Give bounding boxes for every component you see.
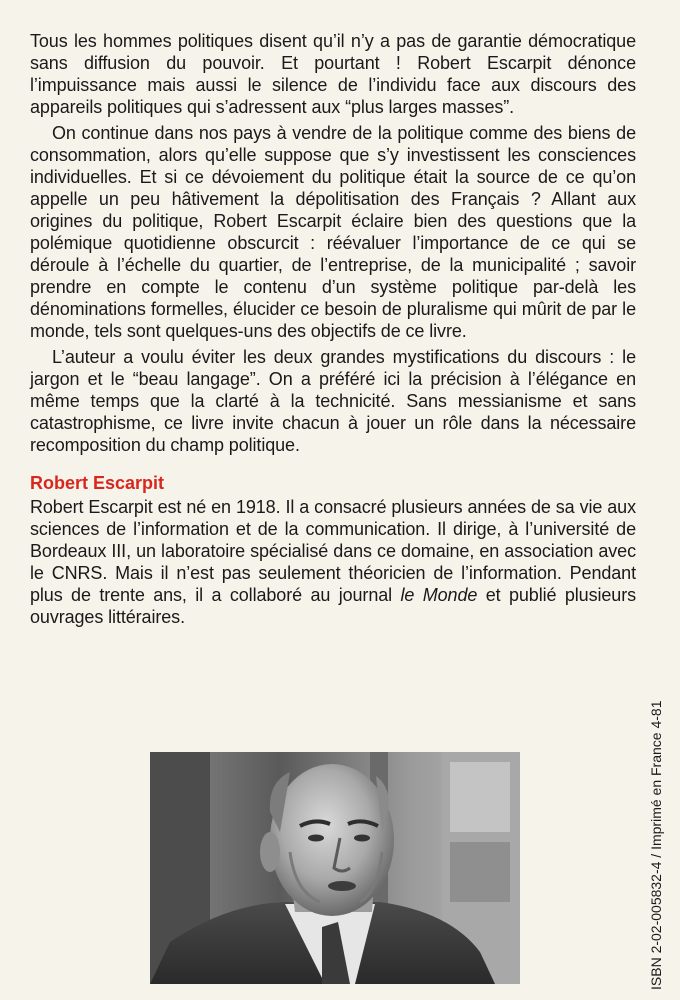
newspaper-title: le Monde (400, 585, 478, 605)
isbn-print-info: ISBN 2-02-005832-4 / Imprimé en France 4-81 (648, 700, 664, 990)
author-bio (30, 496, 636, 628)
author-heading: Robert Escarpit (30, 473, 165, 493)
paragraph-1: Tous les hommes politiques disent qu’il n’y a pas de garantie démocratique sans diffusion du pouvoir. Et pourtant ! Robert Escarpit dénonce l’impuissance mais aussi le silence de l’individu face aux discours des appareils politiques qui s’adressent aux “plus larges masses”. (30, 31, 636, 117)
paragraph-3: L’auteur a voulu éviter les deux grandes mystifications du discours : le jargon et le “beau langage”. On a préféré ici la précision à l’élégance en même temps que la clarté à la technicité. Sans messianisme et sans catastrophisme, ce livre invite chacun à jouer un rôle dans la nécessaire recomposition du champ politique. (30, 347, 636, 455)
blurb-text (30, 30, 636, 628)
author-bio-ending: et publié plusieurs ouvrages littéraires. (30, 585, 636, 627)
author-bio-text: Robert Escarpit est né en 1918. Il a consacré plusieurs années de sa vie aux sciences de l’information et de la communication. Il dirige, à l’université de Bordeaux III, un laboratoire spécialisé dans ce domaine, en association avec le CNRS. Mais il n’est pas seulement théoricien de l’information. Pendant plus de trente ans, il a collaboré au journal (30, 497, 636, 605)
author-photo (150, 752, 520, 984)
author-portrait-image (150, 752, 520, 984)
paragraph-2: On continue dans nos pays à vendre de la politique comme des biens de consommation, alors qu’elle suppose que s’y investissent les consciences individuelles. Et si ce dévoiement du politique était la source de ce qu’on appelle un peu hâtivement la dépolitisation des Français ? Allant aux origines du politique, Robert Escarpit éclaire bien des questions que la polémique quotidienne obscurcit : réévaluer l’importance de ce qui se déroule à l’échelle du quartier, de l’entreprise, de la municipalité ; savoir prendre en compte le contenu d’un système politique par-delà les dénominations formelles, élucider ce besoin de pluralisme qui mûrit de par le monde, tels sont quelques-uns des objectifs de ce livre. (30, 123, 636, 341)
